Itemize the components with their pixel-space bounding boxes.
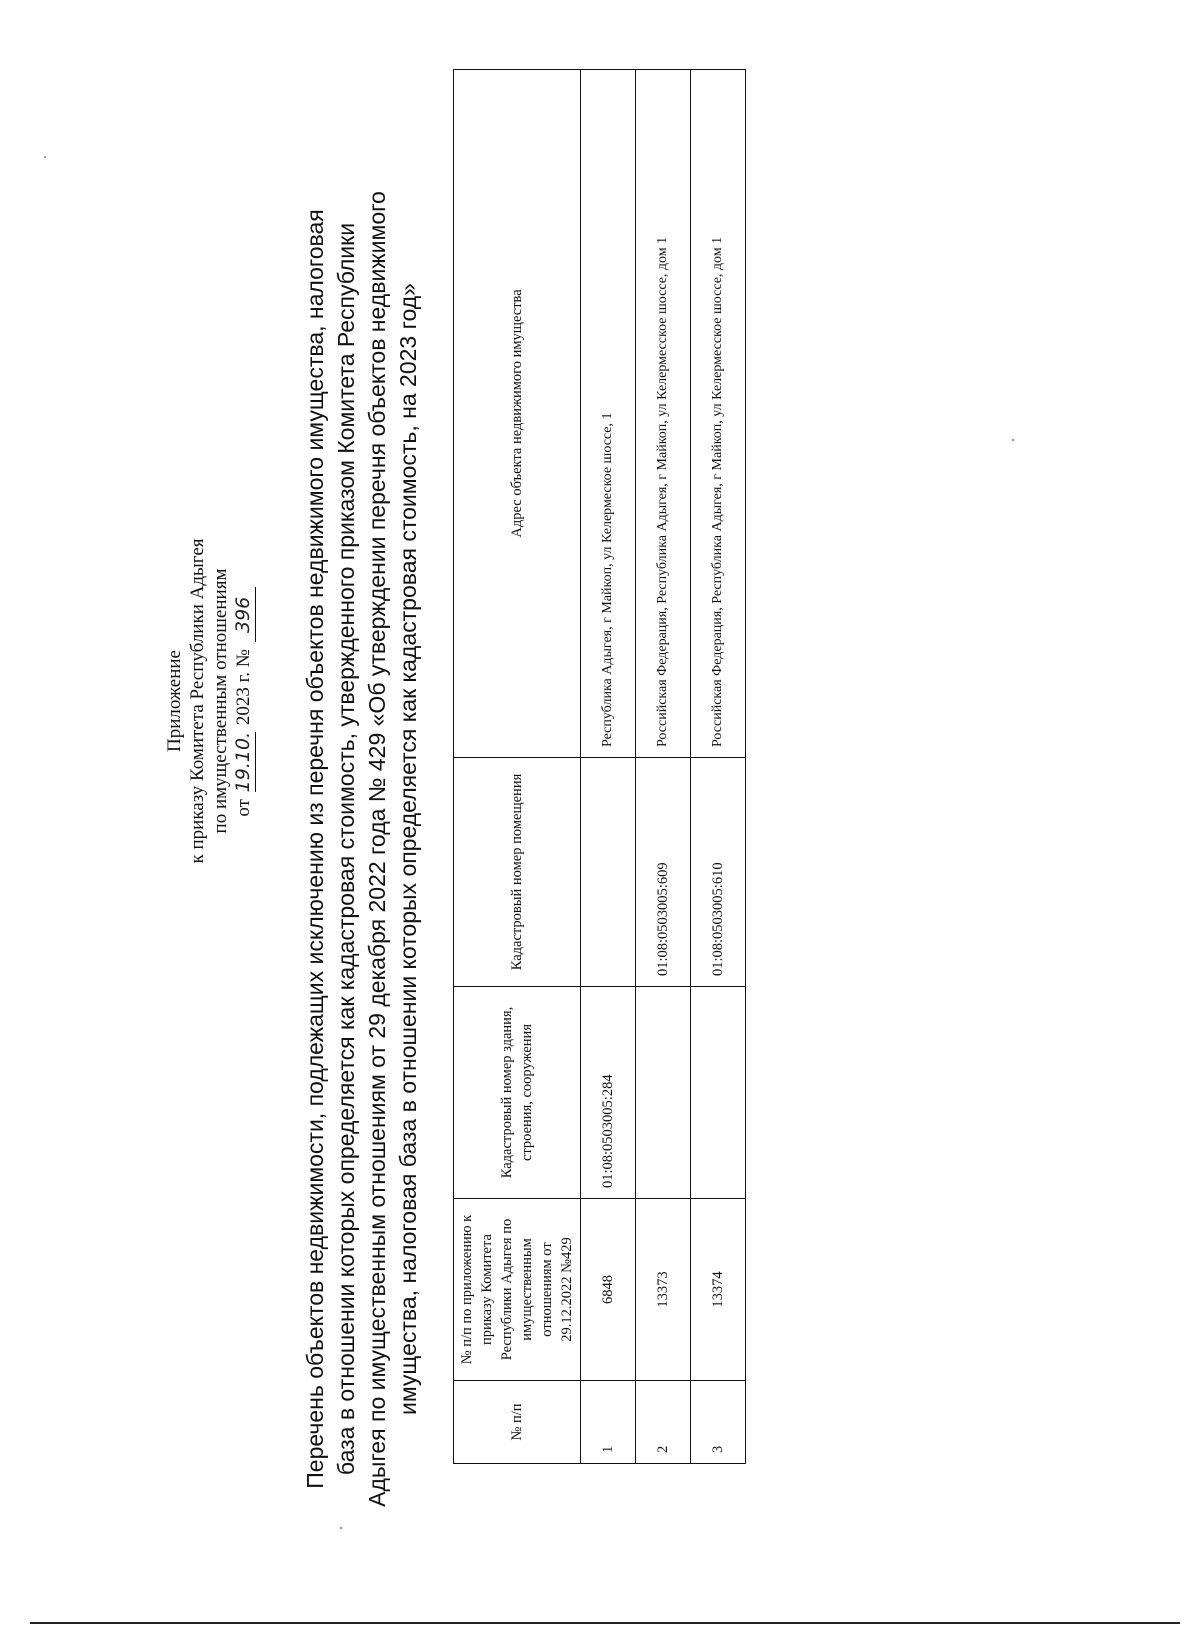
handwritten-number: 396 — [232, 587, 256, 642]
cell-num: 2 — [636, 1381, 691, 1464]
approval-heading: Приложение — [164, 650, 185, 752]
cell-address: Российская Федерация, Республика Адыгея, г Майкоп, ул Келермесское шоссе, дом 1 — [691, 70, 746, 758]
header-num: № п/п — [454, 1381, 581, 1464]
cell-num: 3 — [691, 1381, 746, 1464]
header-building-cadastral: Кадастровый номер здания, строения, сооружения — [454, 987, 581, 1199]
title-line-1: Перечень объектов недвижимости, подлежащих исключению из перечня объектов недвижимого имущества, налоговая — [302, 209, 328, 1489]
cell-ref: 13374 — [691, 1199, 746, 1381]
cell-premises — [581, 758, 636, 987]
document-title — [300, 149, 424, 1549]
title-line-3: Адыгея по имущественным отношениям от 29 декабря 2022 года № 429 «Об утверждении перечня объектов недвижимого — [364, 191, 390, 1507]
table-row — [636, 70, 691, 1464]
approval-block — [163, 351, 256, 1051]
table-header-row — [454, 70, 581, 1464]
scan-edge-line — [30, 1622, 1180, 1624]
approval-year-label: 2023 г. № — [233, 649, 254, 726]
scan-speck — [44, 156, 46, 158]
header-premises-cadastral: Кадастровый номер помещения — [454, 758, 581, 987]
approval-order-reference: к приказу Комитета Республики Адыгея — [187, 538, 208, 864]
handwritten-date: 19.10. — [232, 731, 254, 793]
table-row — [581, 70, 636, 1464]
cell-building: 01:08:0503005:284 — [581, 987, 636, 1199]
cell-ref: 6848 — [581, 1199, 636, 1381]
cell-address: Российская Федерация, Республика Адыгея, г Майкоп, ул Келермесское шоссе, дом 1 — [636, 70, 691, 758]
cell-premises: 01:08:0503005:610 — [691, 758, 746, 987]
cell-building — [691, 987, 746, 1199]
approval-from-label: от — [233, 799, 254, 817]
title-line-2: база в отношении которых определяется как кадастровая стоимость, утвержденного приказом Комитета Республики — [333, 222, 359, 1476]
cell-ref: 13373 — [636, 1199, 691, 1381]
cell-num: 1 — [581, 1381, 636, 1464]
cell-building — [636, 987, 691, 1199]
approval-committee-name: по имущественным отношениям — [210, 568, 231, 834]
cell-address: Республика Адыгея, г Майкоп, ул Келермеское шоссе, 1 — [581, 70, 636, 758]
property-table — [453, 69, 746, 1464]
header-address: Адрес объекта недвижимого имущества — [454, 70, 581, 758]
scan-speck — [340, 1527, 342, 1529]
cell-premises: 01:08:0503005:609 — [636, 758, 691, 987]
header-ref: № п/п по приложению к приказу Комитета Республики Адыгея по имущественным отношениям от 29.12.2022 №429 — [454, 1199, 581, 1381]
scan-speck — [1012, 439, 1014, 441]
title-line-4: имущества, налоговая база в отношении которых определяется как кадастровая стоимость, на 2023 год» — [395, 283, 421, 1415]
approval-date-line — [232, 351, 256, 1051]
table-row — [691, 70, 746, 1464]
